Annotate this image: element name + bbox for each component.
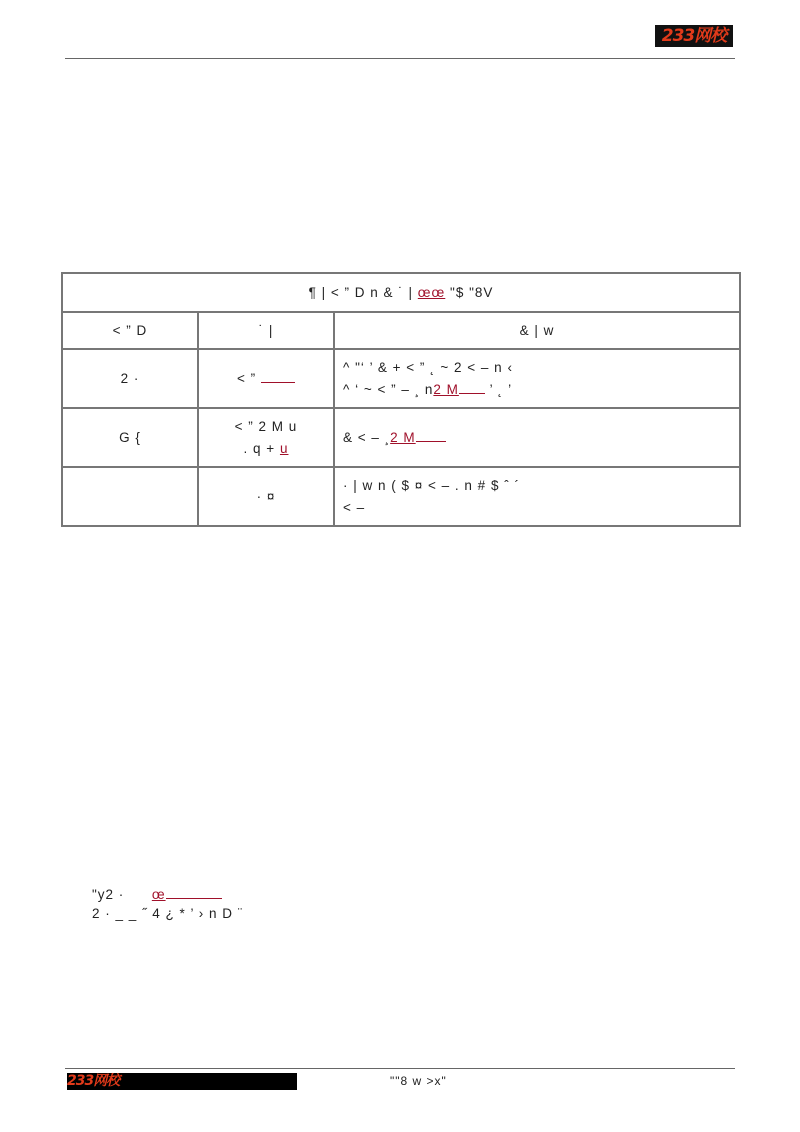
brand-logo: 233网校: [655, 25, 733, 47]
table-row: [62, 467, 740, 526]
cell-link[interactable]: 2 M: [390, 429, 416, 445]
note-line: [92, 884, 222, 902]
footer-logo: 233网校: [67, 1073, 120, 1089]
cell-line: [343, 379, 731, 401]
table-title-suffix: "$ "8V: [450, 284, 494, 300]
table-title-link[interactable]: œœ: [417, 284, 446, 300]
table-cell: [334, 349, 740, 408]
cell-text: & < – ¸: [343, 429, 391, 445]
footer-divider: [65, 1068, 735, 1069]
table-cell: [334, 408, 740, 467]
table-cell: [62, 467, 198, 526]
cell-line: · | w n ( $ ¤ < – . n # $ ˆ ´: [343, 477, 520, 493]
fill-blank: [166, 884, 222, 899]
fill-blank: [416, 427, 446, 442]
cell-text: < ”: [237, 370, 257, 386]
table-title: [62, 273, 740, 312]
header-divider: [65, 58, 735, 59]
cell-line: < –: [343, 499, 366, 515]
table-title-row: [62, 273, 740, 312]
page-footer-text: ""8 w >x": [390, 1074, 447, 1088]
fill-blank: [261, 368, 295, 383]
table-cell: [334, 467, 740, 526]
footer-banner: [67, 1073, 297, 1090]
cell-line: [207, 438, 325, 460]
cell-line: < ” 2 M u: [234, 418, 298, 434]
note-line: 2 · _ _ ˝ 4 ¿ * ’ › n D ¨: [92, 906, 244, 921]
cell-link[interactable]: 2 M: [433, 381, 459, 397]
cell-text: ^ ‘ ~ < ” – ¸ n: [343, 381, 434, 397]
table-cell: · ¤: [198, 467, 334, 526]
cell-line: ^ "‘ ’ & + < ” ˛ ~ 2 < – n ‹: [343, 359, 513, 375]
note-text: "y2 ·: [92, 887, 125, 902]
cell-text: . q +: [243, 440, 276, 456]
info-table: [61, 272, 741, 527]
column-header: & | w: [334, 312, 740, 349]
table-header-row: [62, 312, 740, 349]
table-cell: [198, 408, 334, 467]
cell-text: ’ ˛ ’: [489, 381, 513, 397]
table-cell: [198, 349, 334, 408]
note-link[interactable]: œ: [151, 887, 166, 902]
column-header: ˙ |: [198, 312, 334, 349]
table-cell: 2 ·: [62, 349, 198, 408]
table-row: [62, 408, 740, 467]
table-row: [62, 349, 740, 408]
cell-link[interactable]: u: [279, 440, 289, 456]
table-title-text: ¶ | < ” D n & ˙ |: [308, 284, 414, 300]
fill-blank: [459, 379, 485, 394]
table-cell: G {: [62, 408, 198, 467]
column-header: < ” D: [62, 312, 198, 349]
